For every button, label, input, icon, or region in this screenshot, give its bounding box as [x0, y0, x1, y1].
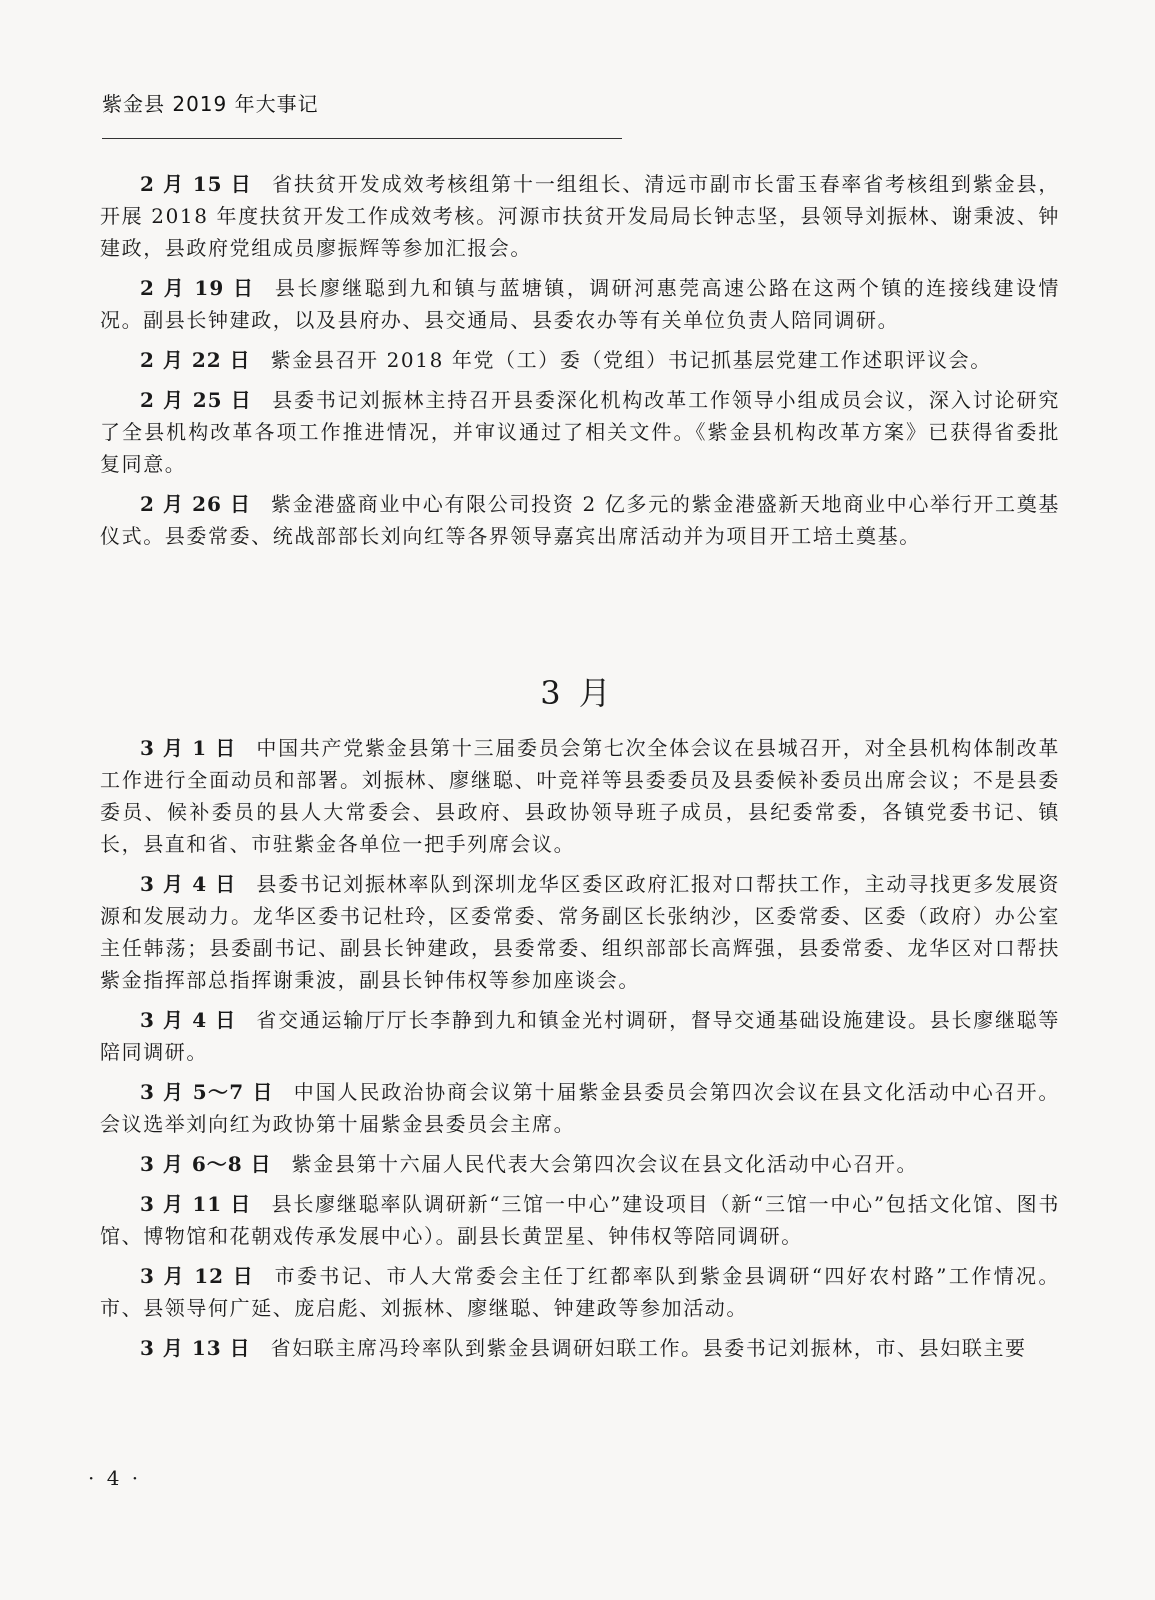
event-text: 紫金港盛商业中心有限公司投资 2 亿多元的紫金港盛新天地商业中心举行开工奠基仪式。县委常委、统战部部长刘向红等各界领导嘉宾出席活动并为项目开工培土奠基。 [100, 492, 1060, 548]
event-text: 省扶贫开发成效考核组第十一组组长、清远市副市长雷玉春率省考核组到紫金县，开展 2018 年度扶贫开发工作成效考核。河源市扶贫开发局局长钟志坚，县领导刘振林、谢秉波、钟建政，县政府党组成员廖振辉等参加汇报会。 [100, 172, 1060, 260]
event-text: 县长廖继聪到九和镇与蓝塘镇，调研河惠莞高速公路在这两个镇的连接线建设情况。副县长钟建政，以及县府办、县交通局、县委农办等有关单位负责人陪同调研。 [100, 276, 1061, 332]
event-date: 2 月 15 日 [140, 172, 253, 196]
event-entry [100, 1188, 1060, 1252]
page-number: · 4 · [88, 1466, 142, 1490]
event-entry [100, 1076, 1060, 1140]
running-header: 紫金县 2019 年大事记 [102, 92, 319, 116]
event-entry [100, 272, 1060, 336]
event-date: 3 月 1 日 [140, 736, 237, 760]
event-text: 县委书记刘振林率队到深圳龙华区委区政府汇报对口帮扶工作，主动寻找更多发展资源和发展动力。龙华区委书记杜玲，区委常委、常务副区长张纳沙，区委常委、区委（政府）办公室主任韩荡；县委副书记、副县长钟建政，县委常委、组织部部长高辉强，县委常委、龙华区对口帮扶紫金指挥部总指挥谢秉波，副县长钟伟权等参加座谈会。 [100, 872, 1060, 992]
event-text: 中国共产党紫金县第十三届委员会第七次全体会议在县城召开，对全县机构体制改革工作进行全面动员和部署。刘振林、廖继聪、叶竞祥等县委委员及县委候补委员出席会议；不是县委委员、候补委员的县人大常委会、县政府、县政协领导班子成员，县纪委常委，各镇党委书记、镇长，县直和省、市驻紫金各单位一把手列席会议。 [100, 736, 1060, 856]
event-text: 紫金县召开 2018 年党（工）委（党组）书记抓基层党建工作述职评议会。 [270, 348, 992, 372]
event-date: 3 月 12 日 [140, 1264, 255, 1288]
event-entry [100, 1148, 1060, 1180]
event-date: 2 月 19 日 [140, 276, 255, 300]
event-text: 中国人民政治协商会议第十届紫金县委员会第四次会议在县文化活动中心召开。会议选举刘向红为政协第十届紫金县委员会主席。 [100, 1080, 1060, 1136]
event-date: 3 月 4 日 [140, 1008, 237, 1032]
event-date: 3 月 13 日 [140, 1336, 251, 1360]
event-text: 省妇联主席冯玲率队到紫金县调研妇联工作。县委书记刘振林，市、县妇联主要 [270, 1336, 1027, 1360]
event-date: 3 月 4 日 [140, 872, 237, 896]
event-date: 3 月 5～7 日 [140, 1080, 274, 1104]
march-entries [100, 732, 1060, 1372]
event-date: 2 月 25 日 [140, 388, 253, 412]
event-text: 省交通运输厅厅长李静到九和镇金光村调研，督导交通基础设施建设。县长廖继聪等陪同调研。 [100, 1008, 1060, 1064]
event-text: 县长廖继聪率队调研新“三馆一中心”建设项目（新“三馆一中心”包括文化馆、图书馆、博物馆和花朝戏传承发展中心）。副县长黄罡星、钟伟权等陪同调研。 [100, 1192, 1061, 1248]
event-date: 3 月 11 日 [140, 1192, 252, 1216]
february-entries [100, 168, 1060, 560]
event-date: 2 月 26 日 [140, 492, 252, 516]
event-entry [100, 488, 1060, 552]
month-heading: 3 月 [540, 674, 615, 712]
event-text: 紫金县第十六届人民代表大会第四次会议在县文化活动中心召开。 [291, 1152, 919, 1176]
header-divider [102, 138, 622, 139]
event-text: 县委书记刘振林主持召开县委深化机构改革工作领导小组成员会议，深入讨论研究了全县机构改革各项工作推进情况，并审议通过了相关文件。《紫金县机构改革方案》已获得省委批复同意。 [100, 388, 1060, 476]
event-date: 2 月 22 日 [140, 348, 251, 372]
event-entry [100, 384, 1060, 480]
event-text: 市委书记、市人大常委会主任丁红都率队到紫金县调研“四好农村路”工作情况。市、县领导何广延、庞启彪、刘振林、廖继聪、钟建政等参加活动。 [100, 1264, 1060, 1320]
event-date: 3 月 6～8 日 [140, 1152, 272, 1176]
event-entry [100, 1004, 1060, 1068]
event-entry [100, 868, 1060, 996]
event-entry [100, 1332, 1060, 1364]
event-entry [100, 732, 1060, 860]
event-entry [100, 168, 1060, 264]
event-entry [100, 344, 1060, 376]
event-entry [100, 1260, 1060, 1324]
